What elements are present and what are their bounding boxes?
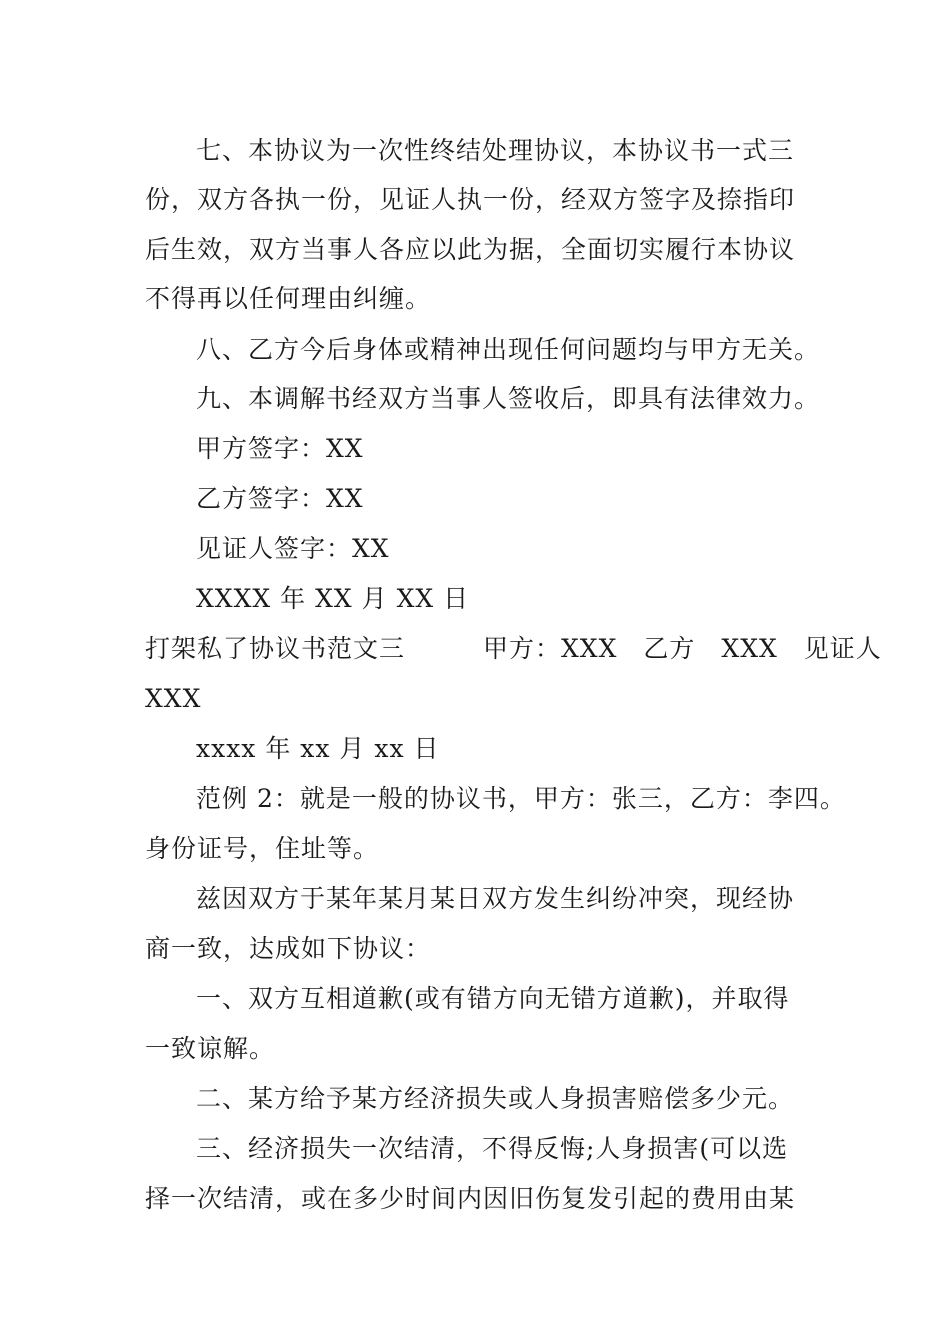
paragraph-line: 八、乙方今后身体或精神出现任何问题均与甲方无关。 (196, 335, 821, 364)
paragraph-line: 商一致，达成如下协议： (145, 934, 432, 963)
date-line: XXXX 年 XX 月 XX 日 (196, 584, 470, 613)
signature-line-witness: 见证人签字：XX (196, 534, 390, 563)
paragraph-line: 二、某方给予某方经济损失或人身损害赔偿多少元。 (196, 1084, 795, 1113)
paragraph-line: 九、本调解书经双方当事人签收后，即具有法律效力。 (196, 384, 821, 413)
signature-line-party-a: 甲方签字：XX (196, 434, 364, 463)
sample-heading-line: 打架私了协议书范文三 甲方：XXX 乙方 XXX 见证人 (145, 634, 882, 663)
date-line: xxxx 年 xx 月 xx 日 (196, 734, 440, 763)
paragraph-line: 身份证号，住址等。 (145, 834, 380, 863)
paragraph-line: 份，双方各执一份，见证人执一份，经双方签字及捺指印 (145, 185, 796, 214)
paragraph-line: 三、经济损失一次结清，不得反悔;人身损害(可以选 (196, 1134, 789, 1163)
paragraph-line: 择一次结清，或在多少时间内因旧伤复发引起的费用由某 (145, 1184, 796, 1213)
paragraph-line: 范例 2：就是一般的协议书，甲方：张三，乙方：李四。 (196, 784, 846, 813)
paragraph-line: 一致谅解。 (145, 1034, 276, 1063)
paragraph-line: 一、双方互相道歉(或有错方向无错方道歉)，并取得 (196, 984, 790, 1013)
paragraph-line: 七、本协议为一次性终结处理协议，本协议书一式三 (196, 136, 795, 165)
signature-line-party-b: 乙方签字：XX (196, 484, 364, 513)
paragraph-line: XXX (145, 684, 202, 713)
paragraph-line: 兹因双方于某年某月某日双方发生纠纷冲突，现经协 (196, 884, 795, 913)
paragraph-line: 不得再以任何理由纠缠。 (145, 284, 432, 313)
paragraph-line: 后生效，双方当事人各应以此为据，全面切实履行本协议 (145, 235, 796, 264)
